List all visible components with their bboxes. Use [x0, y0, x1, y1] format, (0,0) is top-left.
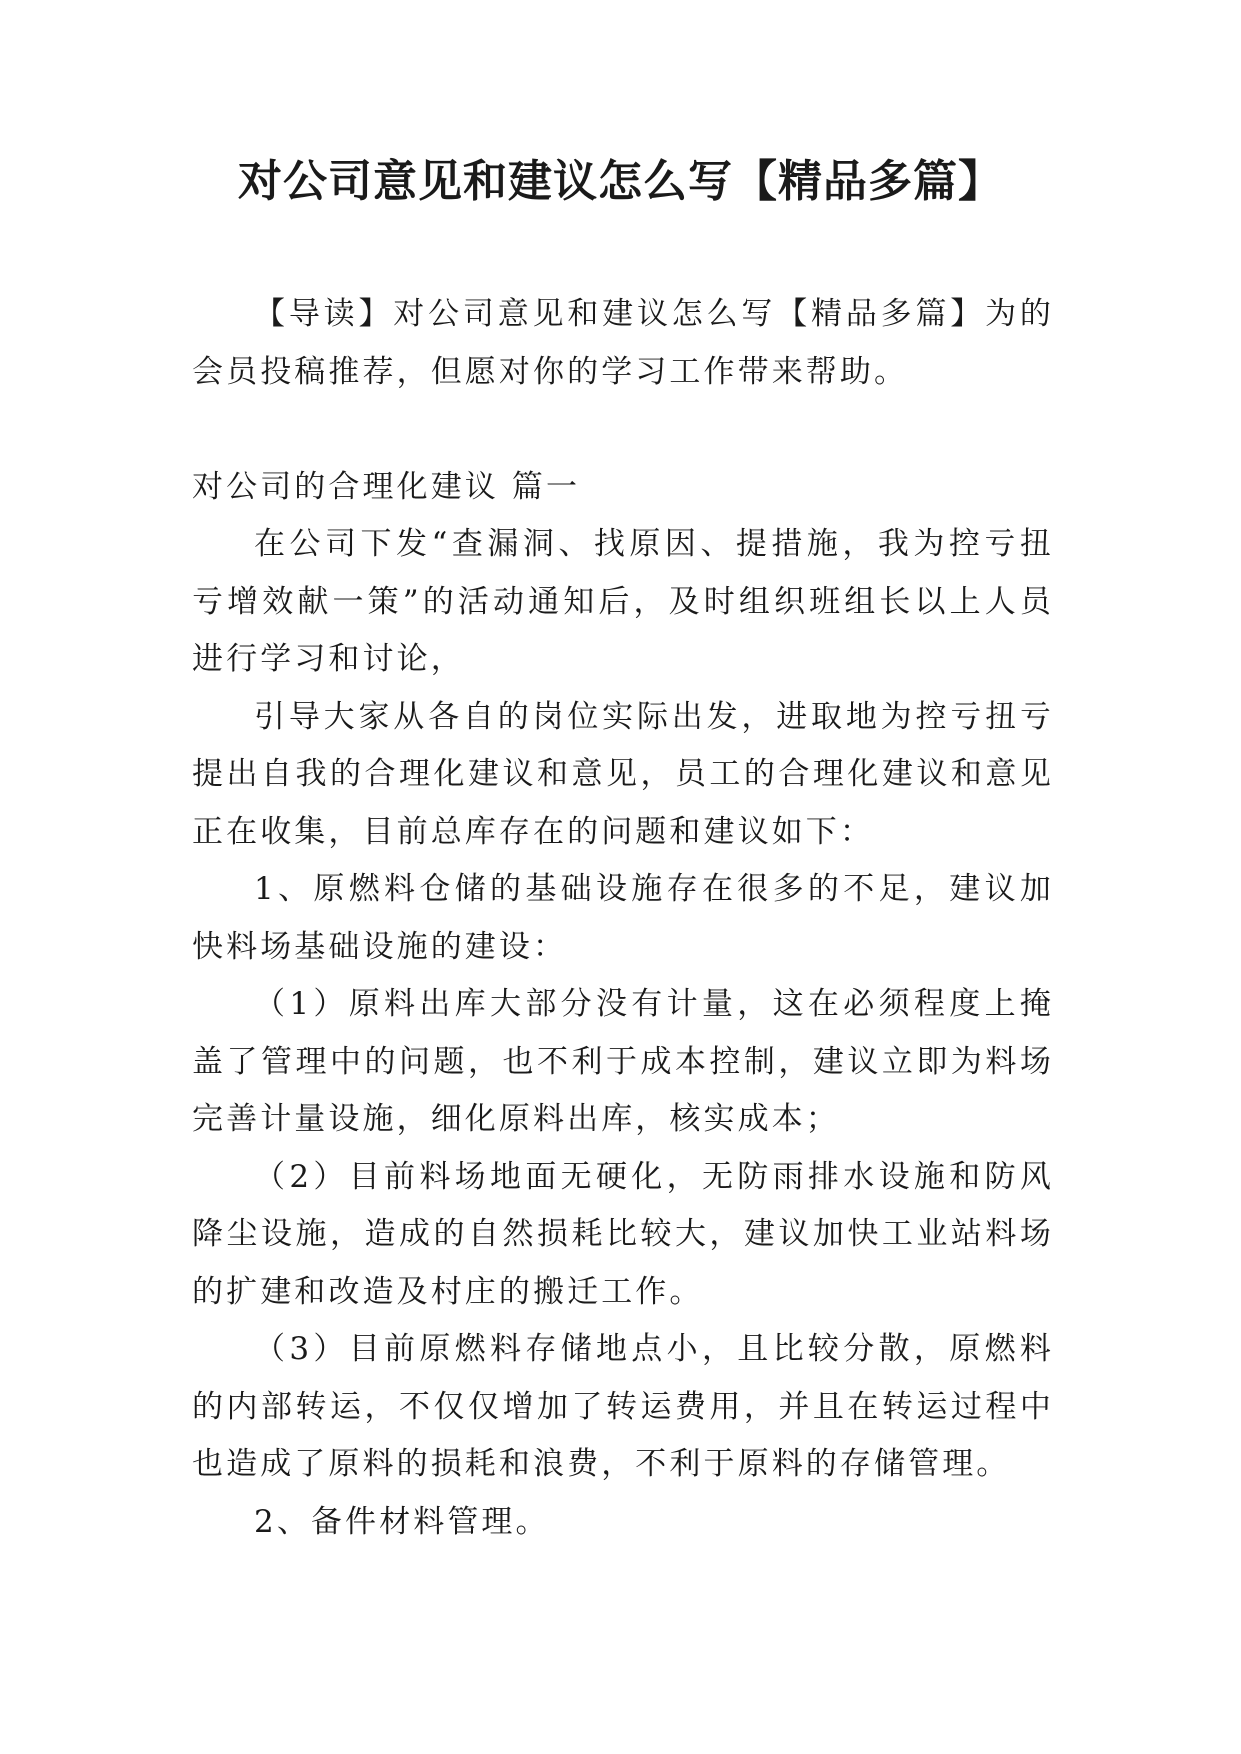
list-item-1: 1、原燃料仓储的基础设施存在很多的不足，建议加快料场基础设施的建设：: [192, 871, 1054, 965]
list-item-2: 2、备件材料管理。: [254, 1503, 550, 1540]
section-heading: 对公司的合理化建议 篇一: [192, 468, 581, 505]
sub-item-3: （3）目前原燃料存储地点小，且比较分散，原燃料的内部转运，不仅仅增加了转运费用，并且在转运过程中也造成了原料的损耗和浪费，不利于原料的存储管理。: [192, 1331, 1054, 1482]
body-paragraph: 引导大家从各自的岗位实际出发，进取地为控亏扭亏提出自我的合理化建议和意见，员工的合理化建议和意见正在收集，目前总库存在的问题和建议如下：: [192, 698, 1054, 850]
sub-item-1: （1）原料出库大部分没有计量，这在必须程度上掩盖了管理中的问题，也不利于成本控制，建议立即为料场完善计量设施，细化原料出库，核实成本；: [192, 986, 1054, 1137]
document-title: 对公司意见和建议怎么写【精品多篇】: [238, 156, 1003, 207]
document-body: [192, 286, 1054, 1551]
intro-paragraph: 【导读】对公司意见和建议怎么写【精品多篇】为的会员投稿推荐，但愿对你的学习工作带来帮助。: [192, 296, 1054, 390]
body-paragraph: 在公司下发“查漏洞、找原因、提措施，我为控亏扭亏增效献一策”的活动通知后，及时组织班组长以上人员进行学习和讨论，: [192, 526, 1054, 677]
sub-item-2: （2）目前料场地面无硬化，无防雨排水设施和防风降尘设施，造成的自然损耗比较大，建议加快工业站料场的扩建和改造及村庄的搬迁工作。: [192, 1158, 1054, 1310]
